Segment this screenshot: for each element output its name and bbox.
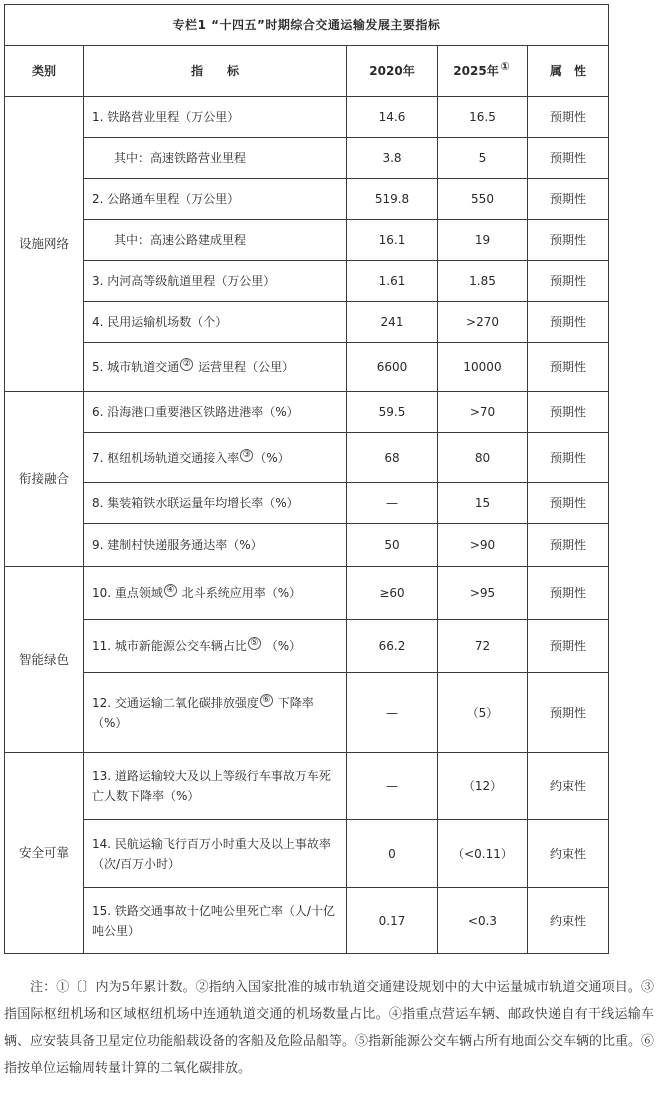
indicator-cell: 13. 道路运输较大及以上等级行车事故万车死亡人数下降率（%） <box>84 753 347 820</box>
footnote-mark: ⑥ <box>260 694 273 707</box>
indicator-table-container <box>4 4 608 954</box>
attribute-cell: 预期性 <box>528 138 609 179</box>
value-2025-cell: 72 <box>438 620 528 673</box>
header-category: 类别 <box>5 46 84 97</box>
value-2025-cell: （<0.11） <box>438 820 528 888</box>
value-2020-cell: 519.8 <box>347 179 438 220</box>
value-2025-cell: 550 <box>438 179 528 220</box>
table-row <box>5 261 609 302</box>
value-2025-cell: 5 <box>438 138 528 179</box>
footnote-mark: ② <box>180 358 193 371</box>
indicator-text-cont: 北斗系统应用率（%） <box>181 586 302 600</box>
table-row <box>5 392 609 433</box>
value-2025-cell: 80 <box>438 433 528 483</box>
attribute-cell: 预期性 <box>528 567 609 620</box>
table-title: 专栏1 “十四五”时期综合交通运输发展主要指标 <box>5 5 609 46</box>
table-row <box>5 343 609 392</box>
table-row <box>5 179 609 220</box>
indicator-cell <box>84 620 347 673</box>
value-2025-cell: 10000 <box>438 343 528 392</box>
header-2025-footnote-mark: ① <box>500 60 510 73</box>
table-row <box>5 524 609 567</box>
attribute-cell: 约束性 <box>528 753 609 820</box>
value-2020-cell: — <box>347 483 438 524</box>
value-2020-cell: 241 <box>347 302 438 343</box>
table-row <box>5 888 609 954</box>
header-2025 <box>438 46 528 97</box>
category-cell: 衔接融合 <box>5 392 84 567</box>
header-2025-label: 2025年 <box>453 64 499 78</box>
attribute-cell: 预期性 <box>528 179 609 220</box>
indicator-text: 12. 交通运输二氧化碳排放强度 <box>92 695 259 710</box>
indicator-cell: 9. 建制村快递服务通达率（%） <box>84 524 347 567</box>
indicator-text-cont: 下降率（%） <box>92 695 314 730</box>
attribute-cell: 预期性 <box>528 261 609 302</box>
value-2020-cell: 14.6 <box>347 97 438 138</box>
indicator-text: 5. 城市轨道交通 <box>92 360 180 374</box>
indicator-cell: 其中：高速公路建成里程 <box>84 220 347 261</box>
value-2025-cell: <0.3 <box>438 888 528 954</box>
table-row <box>5 567 609 620</box>
value-2020-cell: — <box>347 673 438 753</box>
table-row <box>5 220 609 261</box>
value-2020-cell: 16.1 <box>347 220 438 261</box>
indicator-cell <box>84 433 347 483</box>
attribute-cell: 预期性 <box>528 620 609 673</box>
table-row <box>5 138 609 179</box>
value-2025-cell: （12） <box>438 753 528 820</box>
value-2020-cell: 0 <box>347 820 438 888</box>
value-2020-cell: 50 <box>347 524 438 567</box>
category-cell: 智能绿色 <box>5 567 84 753</box>
header-attribute: 属 性 <box>528 46 609 97</box>
attribute-cell: 预期性 <box>528 433 609 483</box>
indicator-cell: 14. 民航运输飞行百万小时重大及以上事故率（次/百万小时） <box>84 820 347 888</box>
indicator-cell <box>84 673 347 753</box>
attribute-cell: 约束性 <box>528 820 609 888</box>
category-cell: 设施网络 <box>5 97 84 392</box>
indicator-cell <box>84 567 347 620</box>
table-footnote: 注：①〔〕内为5年累计数。②指纳入国家批准的城市轨道交通建设规划中的大中运量城市轨道交通项目。③指国际枢纽机场和区域枢纽机场中连通轨道交通的机场数量占比。④指重点营运车辆、邮政快递自有干线运输车辆、应安装具备卫星定位功能船载设备的客船及危险品船等。⑤指新能源公交车辆占所有地面公交车辆的比重。⑥指按单位运输周转量计算的二氧化碳排放。 <box>4 980 655 1076</box>
footnote-mark: ⑤ <box>248 637 261 650</box>
table-row <box>5 673 609 753</box>
value-2025-cell: 19 <box>438 220 528 261</box>
indicator-cell: 8. 集装箱铁水联运量年均增长率（%） <box>84 483 347 524</box>
table-row <box>5 620 609 673</box>
attribute-cell: 预期性 <box>528 392 609 433</box>
value-2020-cell: 6600 <box>347 343 438 392</box>
indicator-text-cont: （%） <box>265 639 302 653</box>
value-2020-cell: 59.5 <box>347 392 438 433</box>
indicator-table <box>4 4 609 954</box>
table-row <box>5 97 609 138</box>
value-2025-cell: >95 <box>438 567 528 620</box>
value-2025-cell: 16.5 <box>438 97 528 138</box>
table-row <box>5 753 609 820</box>
value-2025-cell: >90 <box>438 524 528 567</box>
indicator-text-cont: （%） <box>254 450 290 465</box>
value-2025-cell: 15 <box>438 483 528 524</box>
value-2025-cell: >270 <box>438 302 528 343</box>
table-row <box>5 302 609 343</box>
value-2020-cell: ≥60 <box>347 567 438 620</box>
attribute-cell: 预期性 <box>528 524 609 567</box>
attribute-cell: 预期性 <box>528 343 609 392</box>
indicator-cell <box>84 343 347 392</box>
value-2020-cell: 3.8 <box>347 138 438 179</box>
table-row <box>5 433 609 483</box>
value-2020-cell: 1.61 <box>347 261 438 302</box>
header-2020: 2020年 <box>347 46 438 97</box>
table-row <box>5 820 609 888</box>
indicator-text: 7. 枢纽机场轨道交通接入率 <box>92 450 240 465</box>
attribute-cell: 预期性 <box>528 97 609 138</box>
value-2025-cell: 1.85 <box>438 261 528 302</box>
attribute-cell: 预期性 <box>528 220 609 261</box>
table-row <box>5 483 609 524</box>
value-2025-cell: （5） <box>438 673 528 753</box>
indicator-cell: 3. 内河高等级航道里程（万公里） <box>84 261 347 302</box>
attribute-cell: 预期性 <box>528 483 609 524</box>
attribute-cell: 约束性 <box>528 888 609 954</box>
indicator-text-cont: 运营里程（公里） <box>198 360 295 374</box>
indicator-cell: 其中：高速铁路营业里程 <box>84 138 347 179</box>
footnote-mark: ③ <box>240 449 253 462</box>
value-2025-cell: >70 <box>438 392 528 433</box>
value-2020-cell: 68 <box>347 433 438 483</box>
table-title-row <box>5 5 609 46</box>
table-header-row <box>5 46 609 97</box>
header-indicator: 指 标 <box>84 46 347 97</box>
category-cell: 安全可靠 <box>5 753 84 954</box>
indicator-cell: 15. 铁路交通事故十亿吨公里死亡率（人/十亿吨公里） <box>84 888 347 954</box>
indicator-cell: 4. 民用运输机场数（个） <box>84 302 347 343</box>
footnote-mark: ④ <box>164 584 177 597</box>
indicator-cell: 1. 铁路营业里程（万公里） <box>84 97 347 138</box>
value-2020-cell: — <box>347 753 438 820</box>
value-2020-cell: 66.2 <box>347 620 438 673</box>
indicator-text: 11. 城市新能源公交车辆占比 <box>92 639 247 653</box>
attribute-cell: 预期性 <box>528 302 609 343</box>
value-2020-cell: 0.17 <box>347 888 438 954</box>
indicator-text: 10. 重点领域 <box>92 586 163 600</box>
indicator-cell: 2. 公路通车里程（万公里） <box>84 179 347 220</box>
attribute-cell: 预期性 <box>528 673 609 753</box>
indicator-cell: 6. 沿海港口重要港区铁路进港率（%） <box>84 392 347 433</box>
